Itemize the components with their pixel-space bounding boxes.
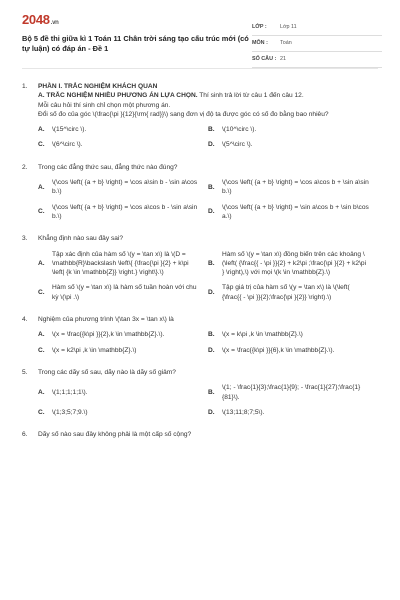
logo-main: 2048 xyxy=(22,12,50,27)
section-title: A. TRẮC NGHIỆM NHIỀU PHƯƠNG ÁN LỰA CHỌN. xyxy=(38,92,198,100)
option-letter: A. xyxy=(38,259,45,267)
meta-row-count xyxy=(252,52,382,68)
option-a[interactable] xyxy=(38,383,200,402)
option-a[interactable] xyxy=(38,125,200,134)
question-4 xyxy=(22,315,378,355)
option-c[interactable] xyxy=(38,203,200,222)
option-letter: A. xyxy=(38,126,45,134)
option-letter: A. xyxy=(38,331,45,339)
question-6 xyxy=(22,430,378,439)
option-text: \(15^\circ \). xyxy=(52,126,87,134)
option-letter: B. xyxy=(208,183,215,191)
question-text: Đổi số đo của góc \(\frac{\pi }{12}{\rm{ rad}}\) sang đơn vị độ ta được góc có số đo bằng bao nhiêu? xyxy=(38,110,329,118)
instruction-text: Mỗi câu hỏi thí sinh chỉ chọn một phương án. xyxy=(38,101,171,109)
option-a[interactable] xyxy=(38,330,200,339)
option-b[interactable] xyxy=(208,178,370,197)
section-note: Thí sinh trả lời từ câu 1 đến câu 12. xyxy=(197,92,304,100)
question-number: 5. xyxy=(22,368,28,376)
option-letter: C. xyxy=(38,346,45,354)
option-text: \(\cos \left( {a + b} \right) = \cos a\cos b - \sin a\sin b.\) xyxy=(52,203,198,220)
exam-header xyxy=(22,12,382,66)
option-letter: D. xyxy=(208,141,215,149)
option-d[interactable] xyxy=(208,140,370,149)
option-b[interactable] xyxy=(208,125,370,134)
question-text: Khẳng định nào sau đây sai? xyxy=(38,235,124,243)
logo-tld: .vn xyxy=(50,20,59,26)
option-c[interactable] xyxy=(38,140,200,149)
option-text: Tập giá trị của hàm số \(y = \tan x\) là \(\left( {\frac{{ - \pi }}{2};\frac{\pi }{2}} \right).\) xyxy=(222,284,350,301)
option-letter: A. xyxy=(38,388,45,396)
exam-meta xyxy=(252,20,382,68)
question-number: 1. xyxy=(22,83,28,90)
option-letter: B. xyxy=(208,126,215,134)
question-number: 4. xyxy=(22,316,28,324)
option-letter: C. xyxy=(38,289,45,297)
question-text: Nghiệm của phương trình \(\tan 3x = \tan x\) là xyxy=(38,316,174,324)
option-text: \(1;1;1;1;1\). xyxy=(52,388,88,396)
option-a[interactable] xyxy=(38,250,200,278)
meta-value: Toán xyxy=(280,40,292,46)
question-number: 6. xyxy=(22,431,28,439)
option-text: \(x = \frac{{k\pi }}{6},k \in \mathbb{Z}.\). xyxy=(222,346,335,354)
option-letter: C. xyxy=(38,208,45,216)
options xyxy=(38,250,378,302)
option-text: \(\cos \left( {a + b} \right) = \cos a\sin b - \sin a\cos b.\) xyxy=(52,179,198,196)
option-letter: C. xyxy=(38,141,45,149)
option-text: \(6^\circ \). xyxy=(52,141,83,149)
option-letter: D. xyxy=(208,208,215,216)
option-c[interactable] xyxy=(38,408,200,417)
option-b[interactable] xyxy=(208,330,370,339)
option-text: \(13;11;8;7;5\). xyxy=(222,408,265,416)
option-letter: D. xyxy=(208,408,215,416)
question-5 xyxy=(22,368,378,417)
options xyxy=(38,178,378,221)
option-text: \(x = k\pi ,k \in \mathbb{Z}.\) xyxy=(222,331,303,339)
option-letter: B. xyxy=(208,331,215,339)
option-letter: A. xyxy=(38,183,45,191)
question-3 xyxy=(22,234,378,302)
option-d[interactable] xyxy=(208,203,370,222)
question-number: 3. xyxy=(22,235,28,243)
question-text: Trong các dãy số sau, dãy nào là dãy số giảm? xyxy=(38,368,176,376)
option-letter: B. xyxy=(208,388,215,396)
exam-title: Bộ 5 đề thi giữa kì 1 Toán 11 Chân trời sáng tạo cấu trúc mới (có tự luận) có đáp án - Đề 1 xyxy=(22,34,249,53)
meta-value: 21 xyxy=(280,56,286,62)
option-d[interactable] xyxy=(208,346,370,355)
meta-row-class xyxy=(252,20,382,36)
meta-value: Lớp 11 xyxy=(280,24,297,30)
option-c[interactable] xyxy=(38,346,200,355)
option-c[interactable] xyxy=(38,283,200,302)
option-letter: D. xyxy=(208,346,215,354)
option-letter: D. xyxy=(208,289,215,297)
options xyxy=(38,383,378,417)
option-a[interactable] xyxy=(38,178,200,197)
question-number: 2. xyxy=(22,163,28,171)
option-text: \(x = \frac{{k\pi }}{2},k \in \mathbb{Z}.\). xyxy=(52,331,165,339)
header-divider xyxy=(22,68,378,69)
option-text: Hàm số \(y = \tan x\) là hàm số tuần hoàn với chu kỳ \(\pi .\) xyxy=(52,284,197,301)
question-text: Dãy số nào sau đây không phải là một cấp số cộng? xyxy=(38,431,192,439)
site-logo[interactable] xyxy=(22,12,59,27)
option-d[interactable] xyxy=(208,408,370,417)
questions-list xyxy=(22,82,378,452)
option-b[interactable] xyxy=(208,383,370,402)
option-letter: C. xyxy=(38,408,45,416)
options xyxy=(38,125,378,150)
question-2 xyxy=(22,163,378,221)
option-text: \(x = k2\pi ,k \in \mathbb{Z}.\) xyxy=(52,346,137,354)
option-text: \(\cos \left( {a + b} \right) = \cos a\cos b + \sin a\sin b.\) xyxy=(222,179,369,196)
option-d[interactable] xyxy=(208,283,370,302)
question-text: Trong các đẳng thức sau, đẳng thức nào đúng? xyxy=(38,163,178,171)
option-letter: B. xyxy=(208,259,215,267)
meta-key: MÔN : xyxy=(252,40,268,46)
option-b[interactable] xyxy=(208,250,370,278)
option-text: \(1;3;5;7;9.\) xyxy=(52,408,88,416)
option-text: Hàm số \(y = \tan x\) đồng biến trên các khoảng \(\left( {\frac{{ - \pi }}{2} + k2\pi ;\frac{\pi }{2} + k2\pi } \right),\) với mọi \(k \in \mathbb{Z}.\) xyxy=(222,250,367,277)
option-text: Tập xác định của hàm số \(y = \tan x\) là \(D = \mathbb{R}\backslash \left\{ {\frac{\pi }{2} + k\pi \left| {k \in \mathbb{Z}} \right.} \right\}.\) xyxy=(52,250,189,277)
meta-row-subject xyxy=(252,36,382,52)
meta-key: SỐ CÂU : xyxy=(252,56,277,62)
question-1 xyxy=(22,82,378,150)
option-text: \(10^\circ \). xyxy=(222,126,257,134)
option-text: \(5^\circ \). xyxy=(222,141,253,149)
meta-key: LỚP : xyxy=(252,24,267,30)
option-text: \(1; - \frac{1}{3};\frac{1}{9}; - \frac{1}{27};\frac{1}{81}\). xyxy=(222,384,361,401)
option-text: \(\cos \left( {a + b} \right) = \sin a\cos b + \sin b\cos a.\) xyxy=(222,203,369,220)
options xyxy=(38,330,378,355)
part-title: PHẦN I. TRẮC NGHIỆM KHÁCH QUAN xyxy=(38,83,158,90)
